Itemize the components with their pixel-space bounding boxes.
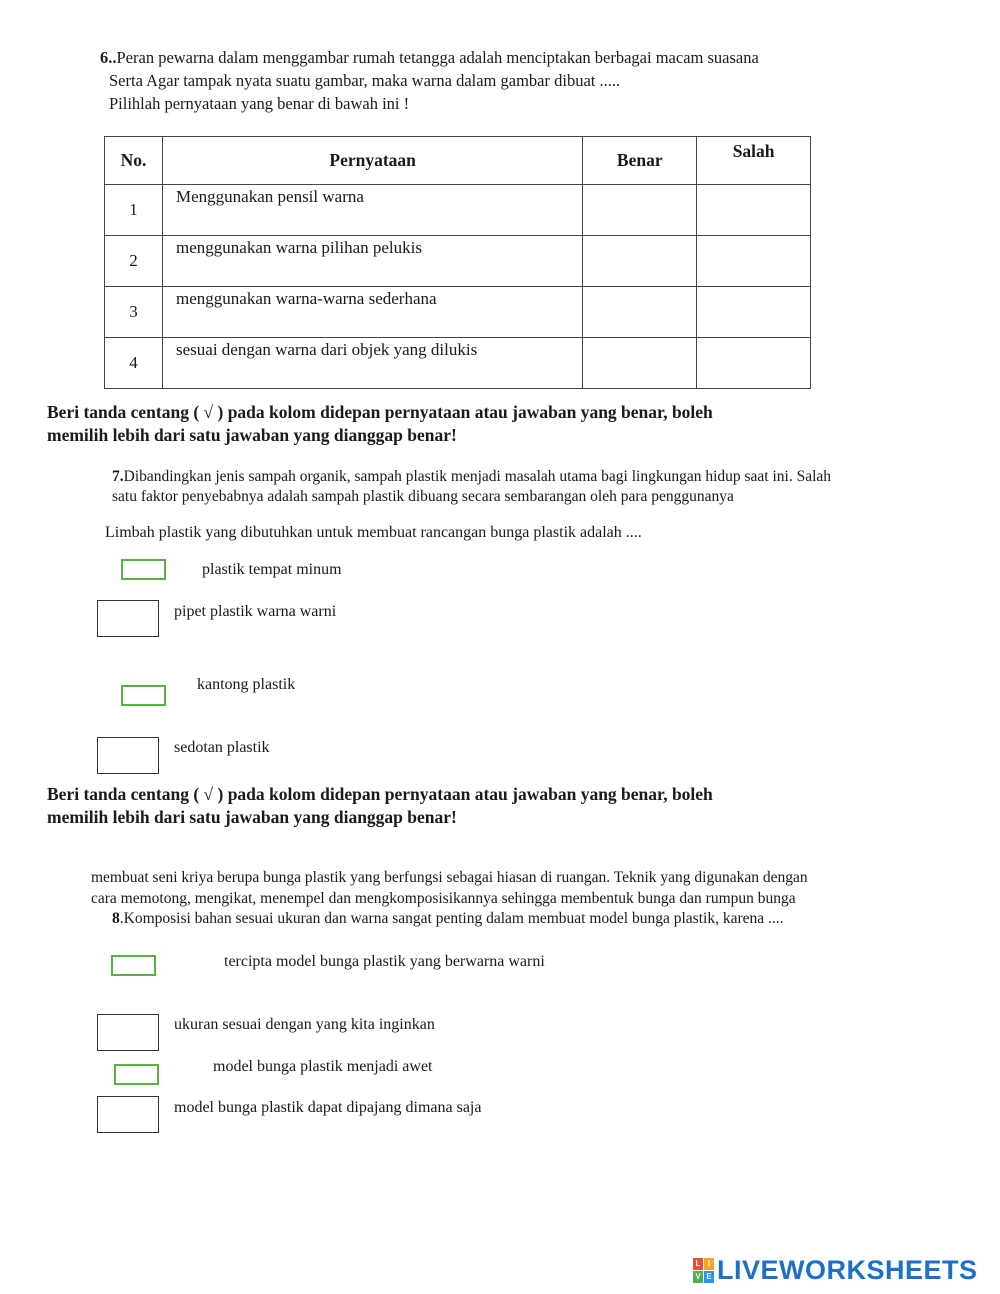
q8-option-4-label: model bunga plastik dapat dipajang dimana saja [174,1099,482,1116]
q7-option-3-checkbox[interactable] [121,685,166,706]
q7-option-2-label: pipet plastik warna warni [174,603,337,620]
q7-option-1-label: plastik tempat minum [202,561,342,578]
instruction-2-line1: Beri tanda centang ( √ ) pada kolom didepan pernyataan atau jawaban yang benar, boleh [47,784,713,804]
logo-text: LIVEWORKSHEETS [717,1254,978,1285]
q8-context-line2: cara memotong, mengikat, menempel dan mengkomposisikannya sehingga membentuk bunga dan rumpun bunga [91,890,796,907]
q7-question: Limbah plastik yang dibutuhkan untuk membuat rancangan bunga plastik adalah .... [105,524,642,541]
q6-intro: Peran pewarna dalam menggambar rumah tetangga adalah menciptakan berbagai macam suasana [116,48,759,67]
table-row [105,338,811,389]
row-statement: menggunakan warna pilihan pelukis [163,236,583,287]
q6-prompt: Pilihlah pernyataan yang benar di bawah ini ! [109,94,410,113]
row-number: 4 [105,338,163,389]
false-answer-cell[interactable] [697,287,811,338]
q7-number: 7. [112,468,124,485]
liveworksheets-logo [693,1256,978,1284]
header-statement: Pernyataan [163,137,583,185]
true-answer-cell[interactable] [583,338,697,389]
false-answer-cell[interactable] [697,338,811,389]
table-header-row [105,137,811,185]
q8-option-1-checkbox[interactable] [111,955,156,976]
true-answer-cell[interactable] [583,185,697,236]
true-answer-cell[interactable] [583,287,697,338]
false-answer-cell[interactable] [697,236,811,287]
q8-option-3-label: model bunga plastik menjadi awet [213,1058,433,1075]
q8-option-2-label: ukuran sesuai dengan yang kita inginkan [174,1016,435,1033]
instruction-1-line2: memilih lebih dari satu jawaban yang dianggap benar! [47,425,457,445]
q8-option-3-checkbox[interactable] [114,1064,159,1085]
instruction-2-line2: memilih lebih dari satu jawaban yang dianggap benar! [47,807,457,827]
row-statement: sesuai dengan warna dari objek yang dilukis [163,338,583,389]
row-number: 2 [105,236,163,287]
row-number: 3 [105,287,163,338]
instruction-1-line1: Beri tanda centang ( √ ) pada kolom didepan pernyataan atau jawaban yang benar, boleh [47,402,713,422]
logo-mark-letter: I [704,1258,714,1270]
q8-number: 8 [112,910,120,927]
q7-option-2-checkbox[interactable] [97,600,159,637]
header-true: Benar [583,137,697,185]
true-answer-cell[interactable] [583,236,697,287]
header-false: Salah [697,137,811,185]
row-statement: Menggunakan pensil warna [163,185,583,236]
q6-number: 6.. [100,48,117,67]
q7-intro: Dibandingkan jenis sampah organik, sampah plastik menjadi masalah utama bagi lingkungan hidup saat ini. Salah [123,468,832,485]
q8-question [112,910,784,928]
q7-line1 [112,468,831,486]
q6-line2: Serta Agar tampak nyata suatu gambar, maka warna dalam gambar dibuat ..... [109,71,621,90]
table-row [105,287,811,338]
q6-table [104,136,811,389]
table-row [105,185,811,236]
q6-line1 [100,47,759,69]
logo-mark-letter: L [693,1258,703,1270]
q8-option-4-checkbox[interactable] [97,1096,159,1133]
q7-line2: satu faktor penyebabnya adalah sampah plastik dibuang secara sembarangan oleh para penggunanya [112,488,734,505]
row-number: 1 [105,185,163,236]
q8-question-text: .Komposisi bahan sesuai ukuran dan warna sangat penting dalam membuat model bunga plastik, karena .... [119,910,784,927]
q8-option-2-checkbox[interactable] [97,1014,159,1051]
q8-option-1-label: tercipta model bunga plastik yang berwarna warni [224,953,545,970]
logo-mark-icon [693,1258,714,1283]
q7-option-4-label: sedotan plastik [174,739,270,756]
row-statement: menggunakan warna-warna sederhana [163,287,583,338]
q7-option-3-label: kantong plastik [197,676,296,693]
q8-context-line1: membuat seni kriya berupa bunga plastik yang berfungsi sebagai hiasan di ruangan. Teknik yang digunakan dengan [91,869,808,886]
q7-option-1-checkbox[interactable] [121,559,166,580]
table-row [105,236,811,287]
header-no: No. [105,137,163,185]
logo-mark-letter: V [693,1271,703,1283]
logo-mark-letter: E [704,1271,714,1283]
q7-option-4-checkbox[interactable] [97,737,159,774]
false-answer-cell[interactable] [697,185,811,236]
